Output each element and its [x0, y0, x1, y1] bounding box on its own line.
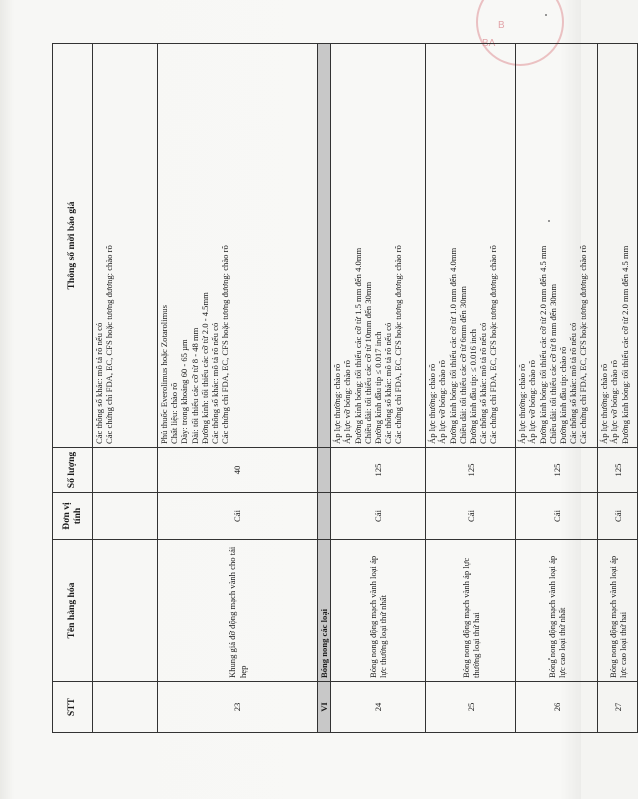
cell-name: Bóng nong động mạch vành loại áp lực cao loại thứ hai	[598, 540, 638, 682]
spec-line: Các chứng chỉ FDA, EC, CFS hoặc tương đương: chào rõ	[488, 245, 499, 444]
cell-name: Khung giá đỡ động mạch vành cho tái hẹp	[158, 540, 318, 682]
spec-line: Đường kính bóng: tối thiểu các cỡ từ 2.0 mm đến 4.5 mm	[537, 245, 548, 444]
cell-empty	[318, 493, 331, 540]
header-stt: STT	[53, 682, 93, 733]
spec-line: Chất liệu: chào rõ	[169, 382, 180, 444]
cell-spec	[158, 44, 318, 448]
table-row	[598, 44, 638, 733]
spec-line: Các thông số khác: mô tả rõ nếu có	[94, 322, 104, 444]
spec-line: Các thông số khác: mô tả rõ nếu có	[478, 322, 489, 444]
cell-spec	[598, 44, 638, 448]
quotation-table	[52, 43, 638, 733]
spec-line: Dày: trong khoảng 60 - 65 µm	[179, 339, 190, 444]
header-name: Tên hàng hóa	[53, 540, 93, 682]
spec-line: Đường kính bóng: tối thiểu các cỡ từ 1.5 mm đến 4.0mm	[352, 247, 363, 444]
cell-qty: 125	[426, 448, 516, 493]
spec-line: Các thông số khác: mô tả rõ nếu có	[383, 322, 394, 444]
stamp-text: BA	[482, 38, 496, 49]
spec-line: Áp lực thường: chào rõ	[427, 363, 438, 444]
spec-line: Các chứng chỉ FDA, EC, CFS hoặc tương đương: chào rõ	[220, 245, 231, 444]
spec-line: Các thông số khác: mô tả rõ nếu có	[568, 322, 579, 444]
cell-stt: 26	[516, 682, 598, 733]
table-header-row	[53, 44, 93, 733]
header-spec: Thông số mời báo giá	[53, 44, 93, 448]
header-unit: Đơn vị tính	[53, 493, 93, 540]
cell-unit: Cái	[598, 493, 638, 540]
spec-line: Các chứng chỉ FDA, EC, CFS hoặc tương đương: chào rõ	[104, 245, 115, 444]
cell-stt: 25	[426, 682, 516, 733]
table-row	[158, 44, 318, 733]
cell-unit: Cái	[426, 493, 516, 540]
cell-name: Bóng nong động mạch vành áp lực thường loại thứ hai	[426, 540, 516, 682]
spec-line: Dài: tối thiểu các cỡ từ 8 - 48 mm	[189, 327, 200, 444]
spec-line: Áp lực thường: chào rõ	[332, 363, 343, 444]
cell-empty	[318, 448, 331, 493]
cell-qty: 125	[598, 448, 638, 493]
spec-line: Đường kính: tối thiểu các cỡ từ 2.0 - 4.5mm	[199, 292, 210, 444]
stamp-text: B	[498, 20, 505, 31]
table-row	[516, 44, 598, 733]
cell-qty: 40	[158, 448, 318, 493]
spec-line: Đường kính đầu tip: chào rõ	[558, 346, 569, 444]
cell-empty	[93, 448, 158, 493]
spec-line: Áp lực vỡ bóng: chào rõ	[527, 360, 538, 444]
cell-spec	[426, 44, 516, 448]
spec-line: Các chứng chỉ FDA, EC, CFS hoặc tương đương: chào rõ	[393, 245, 404, 444]
spec-line: Áp lực vỡ bóng: chào rõ	[437, 360, 448, 444]
spec-line: Phủ thuốc Everolimus hoặc Zotarolimus	[159, 305, 169, 444]
table-row	[331, 44, 426, 733]
cell-empty	[93, 540, 158, 682]
spec-line: Đường kính đầu tip ≤ 0.017 inch	[373, 331, 384, 444]
spec-line: Áp lực thường: chào rõ	[599, 363, 610, 444]
spec-line: Các thông số khác: mô tả rõ nếu có	[210, 322, 221, 444]
header-qty: Số lượng	[53, 448, 93, 493]
cell-stt: 27	[598, 682, 638, 733]
cell-spec	[331, 44, 426, 448]
cell-qty: 125	[331, 448, 426, 493]
cell-qty: 125	[516, 448, 598, 493]
cell-unit: Cái	[158, 493, 318, 540]
section-title: Bóng nong các loại	[318, 540, 331, 682]
quotation-table-rotated	[52, 43, 630, 733]
spec-line: Áp lực thường: chào rõ	[517, 363, 528, 444]
table-row	[426, 44, 516, 733]
spec-line: Áp lực vỡ bóng: chào rõ	[342, 360, 353, 444]
spec-line: Áp lực vỡ bóng: chào rõ	[609, 360, 620, 444]
cell-name: Bóng nong động mạch vành loại áp lực cao loại thứ nhất	[516, 540, 598, 682]
spec-line: Đường kính bóng: tối thiểu các cỡ từ 1.0 mm đến 4.0mm	[447, 247, 458, 444]
cell-stt: 24	[331, 682, 426, 733]
section-stt: VI	[318, 682, 331, 733]
spec-line: Đường kính đầu tip: ≤ 0.016 inch	[468, 329, 479, 444]
cell-empty	[93, 493, 158, 540]
spec-line: Chiều dài: tối thiểu các cỡ từ 8 mm đến 30mm	[547, 283, 558, 444]
cell-name: Bóng nong động mạch vành loại áp lực thường loại thứ nhất	[331, 540, 426, 682]
cell-empty	[93, 682, 158, 733]
scan-speck	[545, 14, 547, 16]
cell-empty	[318, 44, 331, 448]
cell-spec	[93, 44, 158, 448]
cell-unit: Cái	[516, 493, 598, 540]
table-row-continued	[93, 44, 158, 733]
cell-stt: 23	[158, 682, 318, 733]
spec-line: Chiều dài: tối thiểu các cỡ từ 6mm đến 30mm	[457, 286, 468, 444]
cell-spec	[516, 44, 598, 448]
cell-unit: Cái	[331, 493, 426, 540]
spec-line: Chiều dài: tối thiểu các cỡ từ 10mm đến 30mm	[362, 281, 373, 444]
spec-line: Các chứng chỉ FDA, EC, CFS hoặc tương đương: chào rõ	[578, 245, 589, 444]
spec-line: Đường kính bóng: tối thiểu các cỡ từ 2.0 mm đến 4.5 mm	[619, 245, 630, 444]
section-row	[318, 44, 331, 733]
